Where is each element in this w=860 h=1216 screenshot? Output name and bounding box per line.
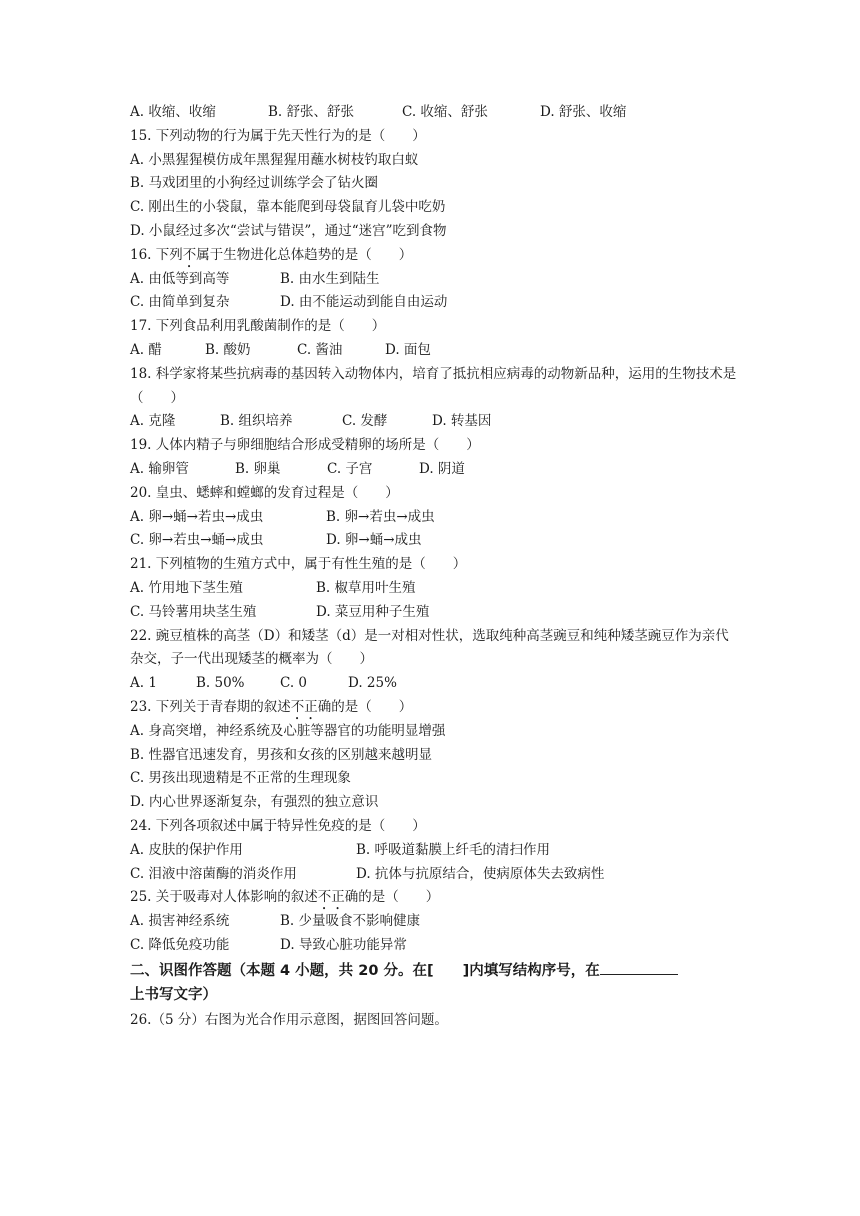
q17-option-b: B. 酸奶 (205, 341, 251, 358)
q21-options-row2 (130, 601, 740, 625)
q14-options (130, 101, 740, 125)
section-2-heading-text-cont: 上书写文字） (130, 986, 217, 1003)
q21-option-d: D. 菜豆用种子生殖 (316, 603, 430, 620)
q22-option-a: A. 1 (130, 675, 157, 692)
q19-option-d: D. 阴道 (419, 460, 465, 477)
q15-option-b: B. 马戏团里的小狗经过训练学会了钻火圈 (130, 175, 379, 192)
q20-option-a: A. 卵→蛹→若虫→成虫 (130, 508, 264, 525)
q18-option-d: D. 转基因 (432, 413, 492, 430)
q18-stem: 18. 科学家将某些抗病毒的基因转入动物体内，培育了抵抗相应病毒的动物新品种，运用的生物技术是（ ） (130, 365, 737, 406)
q25-stem-part: 确的是（ ） (344, 889, 440, 906)
q25-option-a: A. 损害神经系统 (130, 913, 230, 930)
q22-option-d: D. 25% (348, 675, 397, 692)
q24-option-d: D. 抗体与抗原结合，使病原体失去致病性 (356, 865, 605, 882)
q15-stem: 15. 下列动物的行为属于先天性行为的是（ ） (130, 127, 426, 144)
q23-option-b: B. 性器官迅速发育，男孩和女孩的区别越来越明显 (130, 746, 433, 763)
q25-option-c: C. 降低免疫功能 (130, 936, 230, 953)
q14-option-a: A. 收缩、收缩 (130, 104, 216, 120)
q24-option-b: B. 呼吸道黏膜上纤毛的清扫作用 (356, 841, 551, 858)
q16-stem-part: 属于生物进化总体趋势的是（ ） (196, 246, 413, 263)
q16-stem-emphasis: 不 (182, 246, 197, 263)
q20-option-c: C. 卵→若虫→蛹→成虫 (130, 532, 264, 549)
q23-stem (130, 696, 740, 720)
q24-options-row2 (130, 863, 740, 887)
q20-option-d: D. 卵→蛹→成虫 (326, 532, 422, 549)
q21-option-c: C. 马铃薯用块茎生殖 (130, 603, 257, 620)
q20-option-b: B. 卵→若虫→成虫 (326, 508, 435, 525)
q23-stem-part: 确的是（ ） (317, 698, 413, 715)
q21-options-row1 (130, 577, 740, 601)
q17-option-a: A. 醋 (130, 341, 162, 358)
q19-option-b: B. 卵巢 (235, 460, 281, 477)
q24-option-a: A. 皮肤的保护作用 (130, 841, 243, 858)
q15-option-d: D. 小鼠经过多次“尝试与错误”，通过“迷宫”吃到食物 (130, 222, 447, 239)
q25-options-row1 (130, 910, 740, 934)
q24-options-row1 (130, 839, 740, 863)
q23-stem-emphasis: 不正 (290, 698, 318, 715)
q20-options-row2 (130, 529, 740, 553)
q16-option-b: B. 由水生到陆生 (280, 270, 380, 287)
q20-stem: 20. 皇虫、蟋蟀和螳螂的发育过程是（ ） (130, 484, 399, 501)
q23-option-d: D. 内心世界逐渐复杂，有强烈的独立意识 (130, 794, 379, 811)
q21-option-a: A. 竹用地下茎生殖 (130, 579, 243, 596)
section-2-heading-text: 二、识图作答题（本题 4 小题，共 20 分。在[ ]内填写结构序号，在 (130, 962, 600, 979)
q19-options (130, 458, 740, 482)
q19-option-c: C. 子宫 (327, 460, 373, 477)
q18-option-a: A. 克隆 (130, 413, 176, 430)
q25-stem-emphasis: 不正 (317, 889, 345, 906)
q16-option-c: C. 由简单到复杂 (130, 294, 230, 311)
q22-stem: 22. 豌豆植株的高茎（D）和矮茎（d）是一对相对性状，选取纯种高茎豌豆和纯种矮茎豌豆作为亲代杂交，子一代出现矮茎的概率为（ ） (130, 627, 729, 668)
q18-option-c: C. 发酵 (342, 413, 388, 430)
q15-option-c: C. 刚出生的小袋鼠，靠本能爬到母袋鼠育儿袋中吃奶 (130, 199, 446, 216)
q20-options-row1 (130, 506, 740, 530)
q21-stem: 21. 下列植物的生殖方式中，属于有性生殖的是（ ） (130, 556, 467, 573)
q25-stem-part: 25. 关于吸毒对人体影响的叙述 (130, 889, 318, 906)
q14-option-d: D. 舒张、收缩 (540, 104, 627, 120)
q16-option-d: D. 由不能运动到能自由运动 (280, 294, 448, 311)
q16-option-a: A. 由低等到高等 (130, 270, 230, 287)
q17-option-c: C. 酱油 (297, 341, 343, 358)
q14-option-c: C. 收缩、舒张 (402, 104, 488, 120)
q23-option-a: A. 身高突增，神经系统及心脏等器官的功能明显增强 (130, 722, 446, 739)
q23-stem-part: 23. 下列关于青春期的叙述 (130, 698, 291, 715)
q19-option-a: A. 输卵管 (130, 460, 189, 477)
q25-option-d: D. 导致心脏功能异常 (280, 936, 407, 953)
q24-stem: 24. 下列各项叙述中属于特异性免疫的是（ ） (130, 817, 426, 834)
answer-blank-line (600, 960, 678, 975)
q22-option-b: B. 50% (196, 675, 245, 692)
q22-option-c: C. 0 (280, 675, 308, 692)
section-2-heading (130, 959, 740, 1007)
q25-option-b: B. 少量吸食不影响健康 (280, 913, 421, 930)
q17-option-d: D. 面包 (385, 341, 431, 358)
q16-stem (130, 244, 740, 268)
q17-stem: 17. 下列食品利用乳酸菌制作的是（ ） (130, 318, 386, 335)
q16-stem-part: 16. 下列 (130, 246, 183, 263)
q23-option-c: C. 男孩出现遗精是不正常的生理现象 (130, 770, 351, 787)
q26-stem: 26.（5 分）右图为光合作用示意图，据图回答问题。 (130, 1011, 448, 1028)
q25-options-row2 (130, 934, 740, 958)
q18-option-b: B. 组织培养 (220, 413, 293, 430)
q16-options-row2 (130, 291, 740, 315)
q16-options-row1 (130, 268, 740, 292)
exam-page (130, 101, 740, 1032)
q19-stem: 19. 人体内精子与卵细胞结合形成受精卵的场所是（ ） (130, 437, 480, 454)
q24-option-c: C. 泪液中溶菌酶的消炎作用 (130, 865, 297, 882)
q25-stem (130, 886, 740, 910)
q18-options (130, 410, 740, 434)
q14-option-b: B. 舒张、舒张 (268, 104, 355, 120)
q15-option-a: A. 小黑猩猩模仿成年黑猩猩用蘸水树枝钓取白蚁 (130, 151, 419, 168)
q17-options (130, 339, 740, 363)
q21-option-b: B. 椒草用叶生殖 (316, 579, 416, 596)
q22-options (130, 672, 740, 696)
